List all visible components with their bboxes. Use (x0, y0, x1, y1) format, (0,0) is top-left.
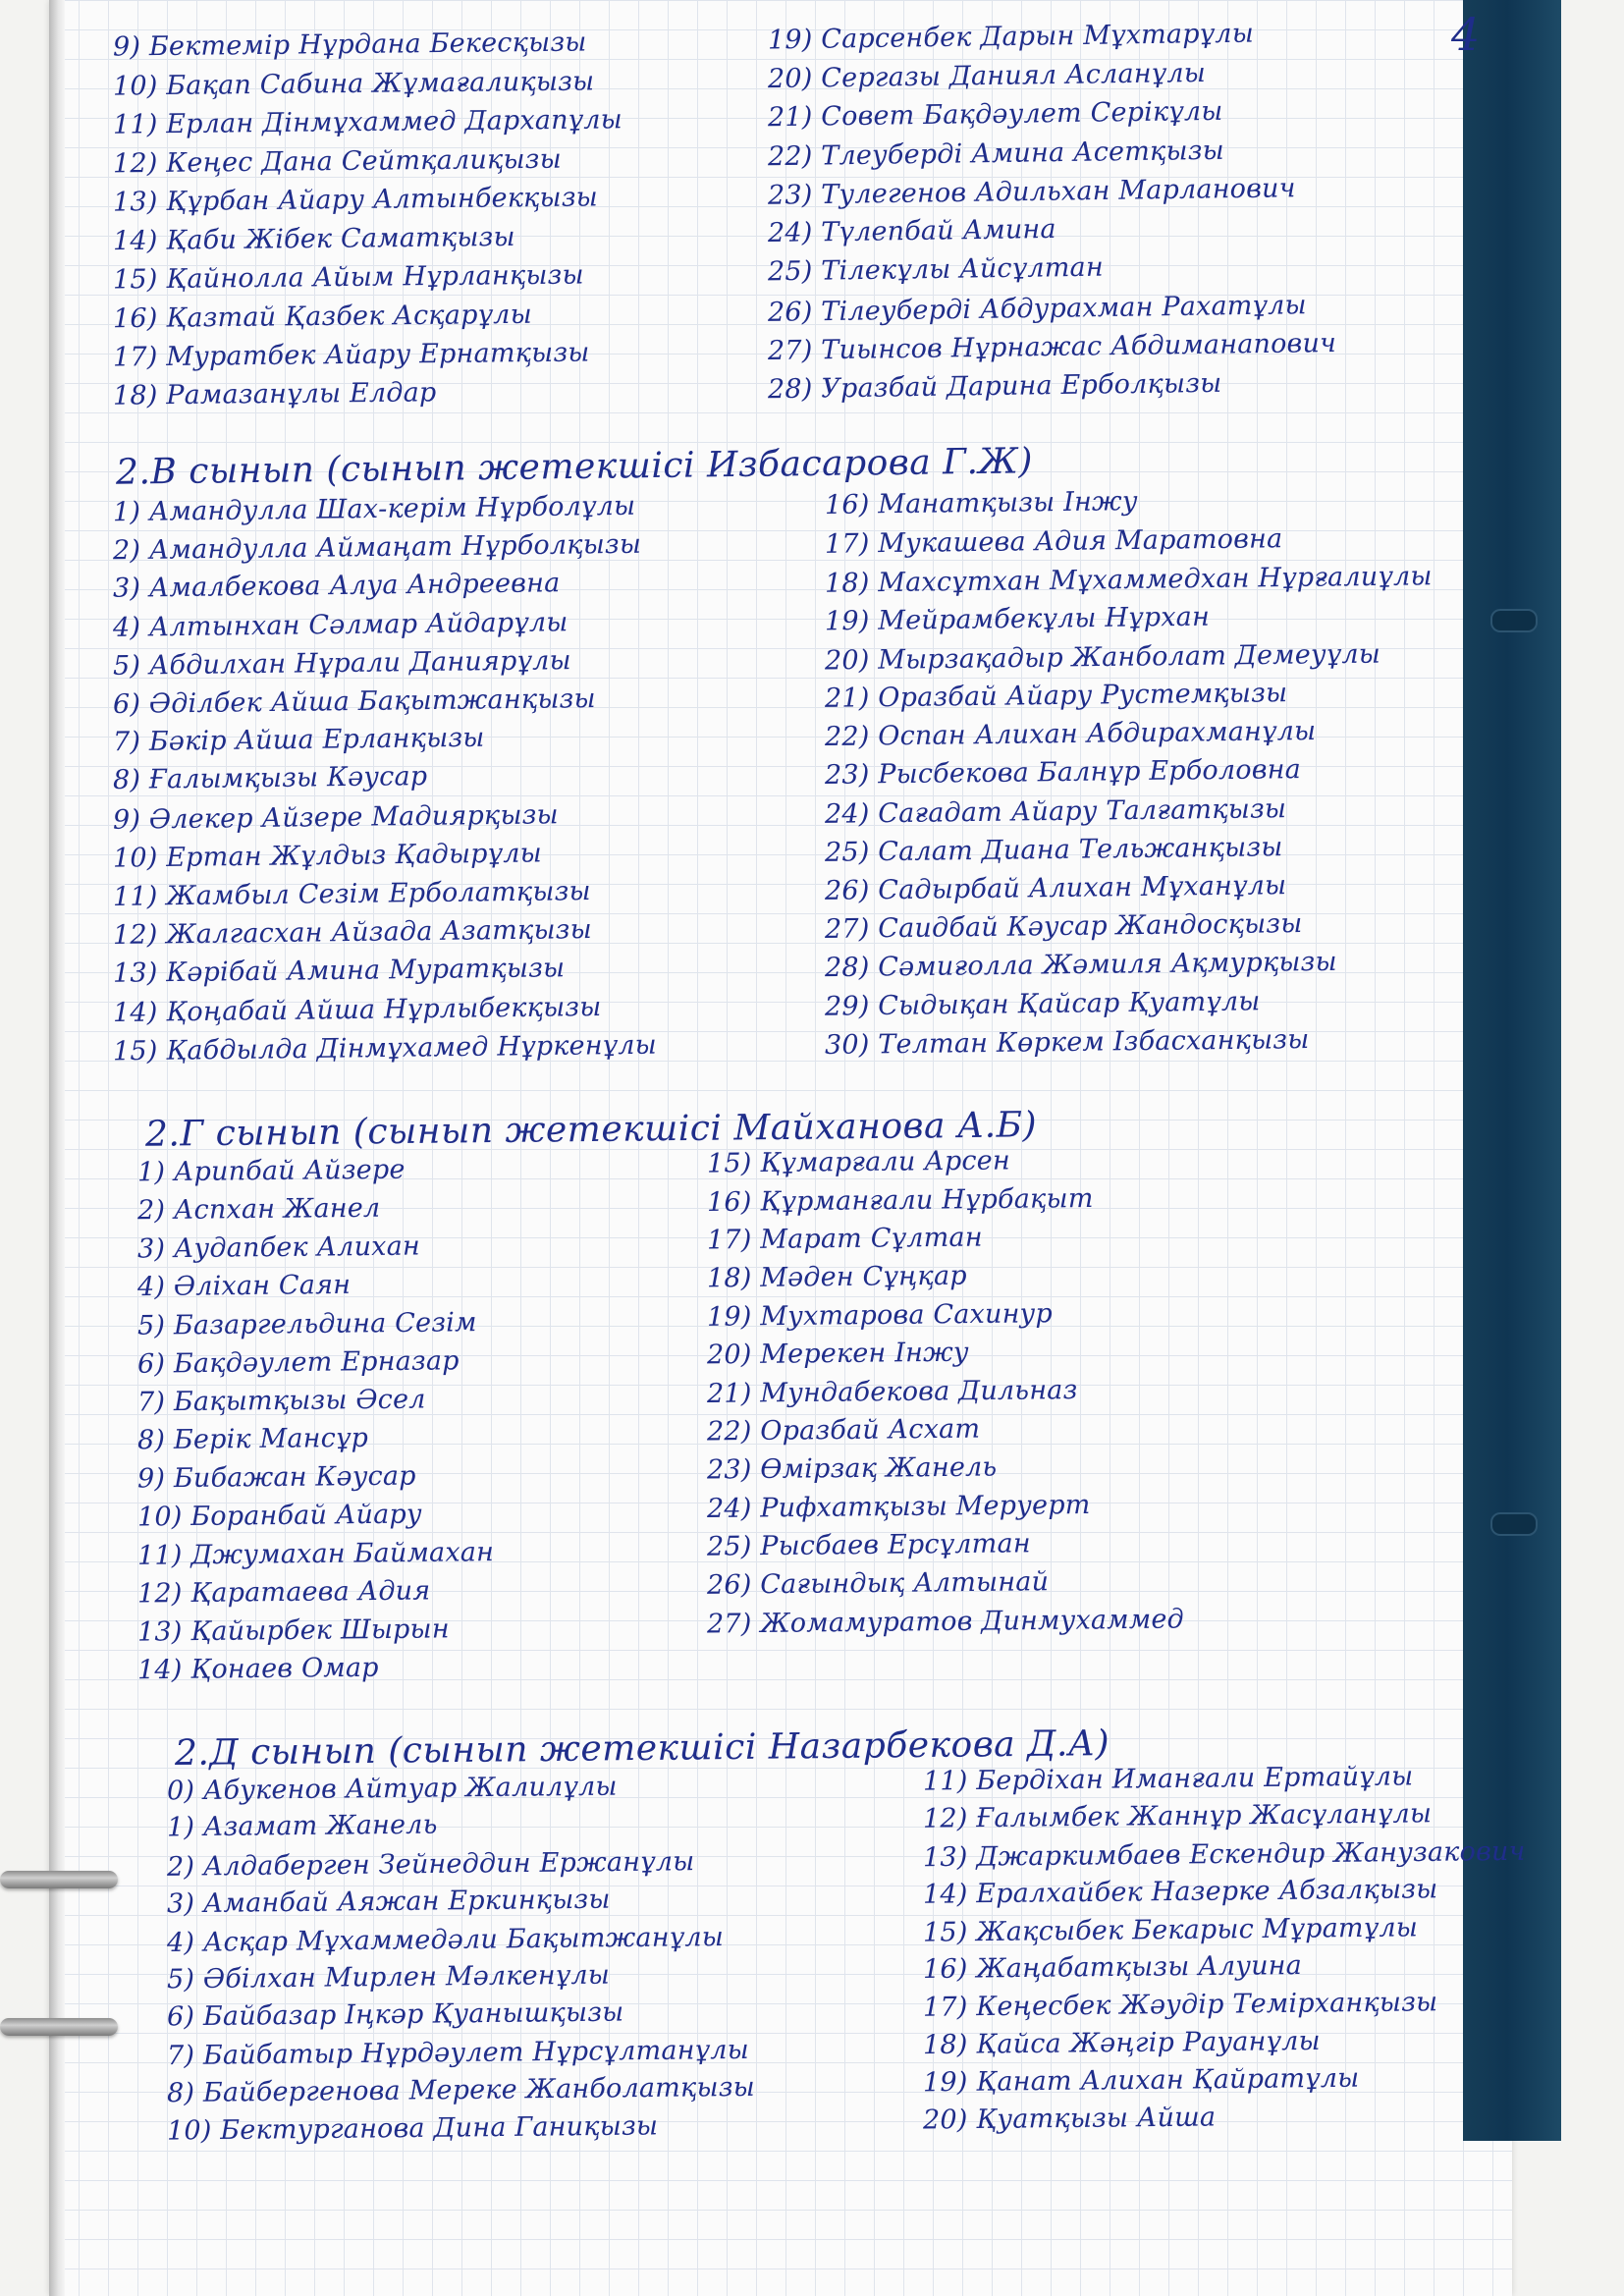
student-entry: 10) Боранбай Айару (136, 1499, 422, 1533)
binder-notch (1490, 609, 1538, 632)
student-entry: 12) Кеңес Дана Сейтқалиқызы (112, 143, 562, 179)
student-entry: 16) Құрманғали Нұрбақыт (706, 1182, 1094, 1219)
binder-clip (0, 2018, 118, 2036)
student-entry: 3) Аманбай Аяжан Еркинқызы (166, 1884, 611, 1920)
student-entry: 25) Салат Диана Тельжанқызы (824, 831, 1283, 868)
student-entry: 13) Кәрібай Амина Муратқызы (112, 953, 566, 990)
student-entry: 15) Құмарғали Арсен (706, 1145, 1011, 1179)
student-entry: 6) Әділбек Айша Бақытжанқызы (112, 683, 596, 721)
student-entry: 7) Бәкір Айша Ерланқызы (112, 722, 485, 758)
student-entry: 18) Махсұтхан Мұхаммедхан Нұрғалиұлы (824, 561, 1433, 600)
class-heading: 2.В сынып (сынып жетекшісі Избасарова Г.Ж) (115, 441, 1034, 493)
student-entry: 23) Рысбекова Балнұр Ерболовна (824, 754, 1302, 792)
student-entry: 27) Тиынсов Нұрнажас Абдиманапович (767, 327, 1337, 367)
student-entry: 22) Тлеуберді Амина Асетқызы (767, 135, 1225, 172)
student-entry: 25) Рысбаев Ерсұлтан (706, 1528, 1031, 1562)
binder-cover (1463, 0, 1561, 2141)
student-entry: 15) Жақсыбек Бекарыс Мұратұлы (922, 1911, 1419, 1948)
student-entry: 18) Мәден Сұңқар (706, 1260, 967, 1294)
student-entry: 27) Саидбай Кәусар Жандосқызы (824, 908, 1303, 946)
student-entry: 26) Тілеуберді Абдурахман Рахатұлы (767, 289, 1307, 328)
student-entry: 16) Жаңабатқызы Алуина (922, 1949, 1303, 1986)
student-entry: 22) Оспан Алихан Абдирахманұлы (824, 716, 1317, 753)
student-entry: 10) Бақап Сабина Жұмағалиқызы (112, 65, 595, 102)
student-entry: 17) Муратбек Айару Ернатқызы (112, 337, 590, 373)
student-entry: 20) Мырзақадыр Жанболат Демеуұлы (824, 638, 1381, 677)
student-entry: 20) Қуатқызы Айша (922, 2102, 1217, 2136)
student-entry: 16) Манатқызы Інжу (824, 486, 1138, 520)
student-entry: 19) Сарсенбек Дарын Мұхтарұлы (767, 18, 1255, 56)
student-entry: 26) Сағындық Алтынай (706, 1566, 1050, 1601)
student-entry: 9) Бектемір Нұрдана Бекесқызы (112, 27, 587, 63)
student-entry: 23) Тулегенов Адильхан Марланович (767, 173, 1296, 211)
student-entry: 20) Сергазы Даниял Асланұлы (767, 57, 1207, 94)
student-entry: 19) Қанат Алихан Қайратұлы (922, 2062, 1360, 2099)
student-entry: 4) Асқар Мұхаммедәли Бақытжанұлы (166, 1921, 725, 1958)
student-entry: 17) Кеңесбек Жәудір Темірханқызы (922, 1987, 1438, 2024)
binder-notch (1490, 1512, 1538, 1536)
student-entry: 3) Амалбекова Алуа Андреевна (112, 568, 561, 605)
student-entry: 1) Амандулла Шах-керім Нұрболұлы (112, 490, 636, 528)
student-entry: 11) Ерлан Дінмұхаммед Дархапұлы (112, 104, 623, 140)
student-entry: 13) Қайырбек Шырын (136, 1613, 450, 1648)
binder-clip (0, 1871, 118, 1888)
student-entry: 1) Арипбай Айзере (136, 1154, 406, 1188)
student-entry: 19) Мухтарова Сахинур (706, 1298, 1054, 1333)
student-entry: 14) Қаби Жібек Саматқызы (112, 221, 515, 256)
student-entry: 23) Өмірзақ Жанель (706, 1451, 998, 1486)
student-entry: 2) Аспхан Жанел (136, 1192, 381, 1227)
student-entry: 24) Түлепбай Амина (767, 213, 1056, 248)
student-entry: 21) Мундабекова Дильназ (706, 1375, 1078, 1409)
student-entry: 28) Уразбай Дарина Ерболқызы (767, 367, 1222, 405)
student-entry: 7) Бақытқызы Әсел (136, 1384, 426, 1418)
student-entry: 14) Ералхайбек Назерке Абзалқызы (922, 1874, 1438, 1910)
student-entry: 27) Жомамуратов Динмухаммед (706, 1604, 1185, 1640)
student-entry: 24) Рифхатқызы Меруерт (706, 1489, 1091, 1525)
student-entry: 4) Алтынхан Сәлмар Айдарұлы (112, 606, 568, 643)
class-heading: 2.Г сынып (сынып жетекшісі Майханова А.Б) (144, 1105, 1038, 1155)
class-heading: 2.Д сынып (сынып жетекшісі Назарбекова Д.А) (174, 1723, 1110, 1774)
student-entry: 5) Абдилхан Нұрали Даниярұлы (112, 644, 571, 682)
student-entry: 14) Қонаев Омар (136, 1652, 379, 1686)
student-entry: 11) Бердіхан Иманғали Ертайұлы (922, 1761, 1414, 1797)
student-entry: 13) Джаркимбаев Ескендир Жанузакович (922, 1835, 1526, 1874)
student-entry: 17) Марат Сұлтан (706, 1222, 983, 1256)
student-entry: 12) Жалгасхан Айзада Азатқызы (112, 914, 592, 952)
student-entry: 6) Байбазар Іңкәр Қуанышқызы (166, 1996, 624, 2033)
student-entry: 16) Қазтай Қазбек Асқарұлы (112, 299, 532, 334)
student-entry: 11) Джумахан Баймахан (136, 1537, 495, 1571)
student-entry: 8) Ғалымқызы Кәусар (112, 761, 428, 796)
student-entry: 28) Сәмиғолла Жәмиля Ақмурқызы (824, 947, 1337, 984)
student-entry: 6) Бақдәулет Ерназар (136, 1345, 460, 1380)
student-entry: 4) Әліхан Саян (136, 1269, 352, 1303)
student-entry: 22) Оразбай Асхат (706, 1413, 981, 1448)
student-entry: 8) Байбергенова Мереке Жанболатқызы (166, 2072, 756, 2109)
student-entry: 18) Рамазанұлы Елдар (112, 376, 437, 411)
student-entry: 8) Берік Мансұр (136, 1422, 369, 1456)
student-entry: 9) Әлекер Айзере Мадиярқызы (112, 798, 559, 836)
student-entry: 25) Тілекұлы Айсұлтан (767, 251, 1105, 288)
student-entry: 13) Құрбан Айару Алтынбекқызы (112, 182, 599, 218)
student-entry: 20) Мерекен Інжу (706, 1337, 969, 1371)
binding-edge (49, 0, 65, 2296)
page-number: 4 (1451, 8, 1481, 61)
student-entry: 12) Қаратаева Адия (136, 1575, 431, 1610)
student-entry: 5) Әбілхан Мирлен Мәлкенұлы (166, 1959, 611, 1995)
student-entry: 19) Мейрамбекұлы Нұрхан (824, 601, 1211, 636)
student-entry: 9) Бибажан Кәусар (136, 1460, 416, 1495)
student-entry: 17) Мукашева Адия Маратовна (824, 523, 1283, 561)
student-entry: 3) Аудапбек Алихан (136, 1230, 421, 1265)
student-entry: 15) Қабдылда Дінмұхамед Нұркенұлы (112, 1029, 658, 1067)
student-entry: 12) Ғалымбек Жаннұр Жасұланұлы (922, 1798, 1433, 1835)
student-entry: 0) Абукенов Айтуар Жалилұлы (166, 1771, 618, 1807)
student-entry: 1) Азамат Жанель (166, 1809, 438, 1843)
student-entry: 2) Амандулла Аймаңат Нұрболқызы (112, 528, 642, 567)
student-entry: 10) Ертан Жұлдыз Қадырұлы (112, 838, 543, 874)
student-entry: 7) Байбатыр Нұрдәулет Нұрсұлтанұлы (166, 2034, 750, 2071)
student-entry: 2) Алдаберген Зейнеддин Ержанұлы (166, 1845, 695, 1883)
student-entry: 11) Жамбыл Сезім Ерболатқызы (112, 876, 591, 912)
student-entry: 21) Оразбай Айару Рустемқызы (824, 678, 1288, 714)
student-entry: 26) Садырбай Алихан Мұханұлы (824, 870, 1287, 906)
student-entry: 15) Қайнолла Айым Нұрланқызы (112, 259, 584, 296)
student-entry: 14) Қоңабай Айша Нұрлыбекқызы (112, 991, 602, 1028)
student-entry: 24) Сағадат Айару Талғатқызы (824, 793, 1287, 830)
student-entry: 18) Қайса Жәңгір Рауанұлы (922, 2025, 1321, 2060)
student-entry: 30) Телтан Көркем Ізбасханқызы (824, 1023, 1310, 1061)
student-entry: 29) Сыдықан Қайсар Қуатұлы (824, 985, 1261, 1022)
student-entry: 10) Бектурганова Дина Ганиқызы (166, 2109, 659, 2147)
student-entry: 21) Совет Бақдәулет Серікұлы (767, 95, 1223, 134)
student-entry: 5) Базаргельдина Сезім (136, 1307, 477, 1341)
